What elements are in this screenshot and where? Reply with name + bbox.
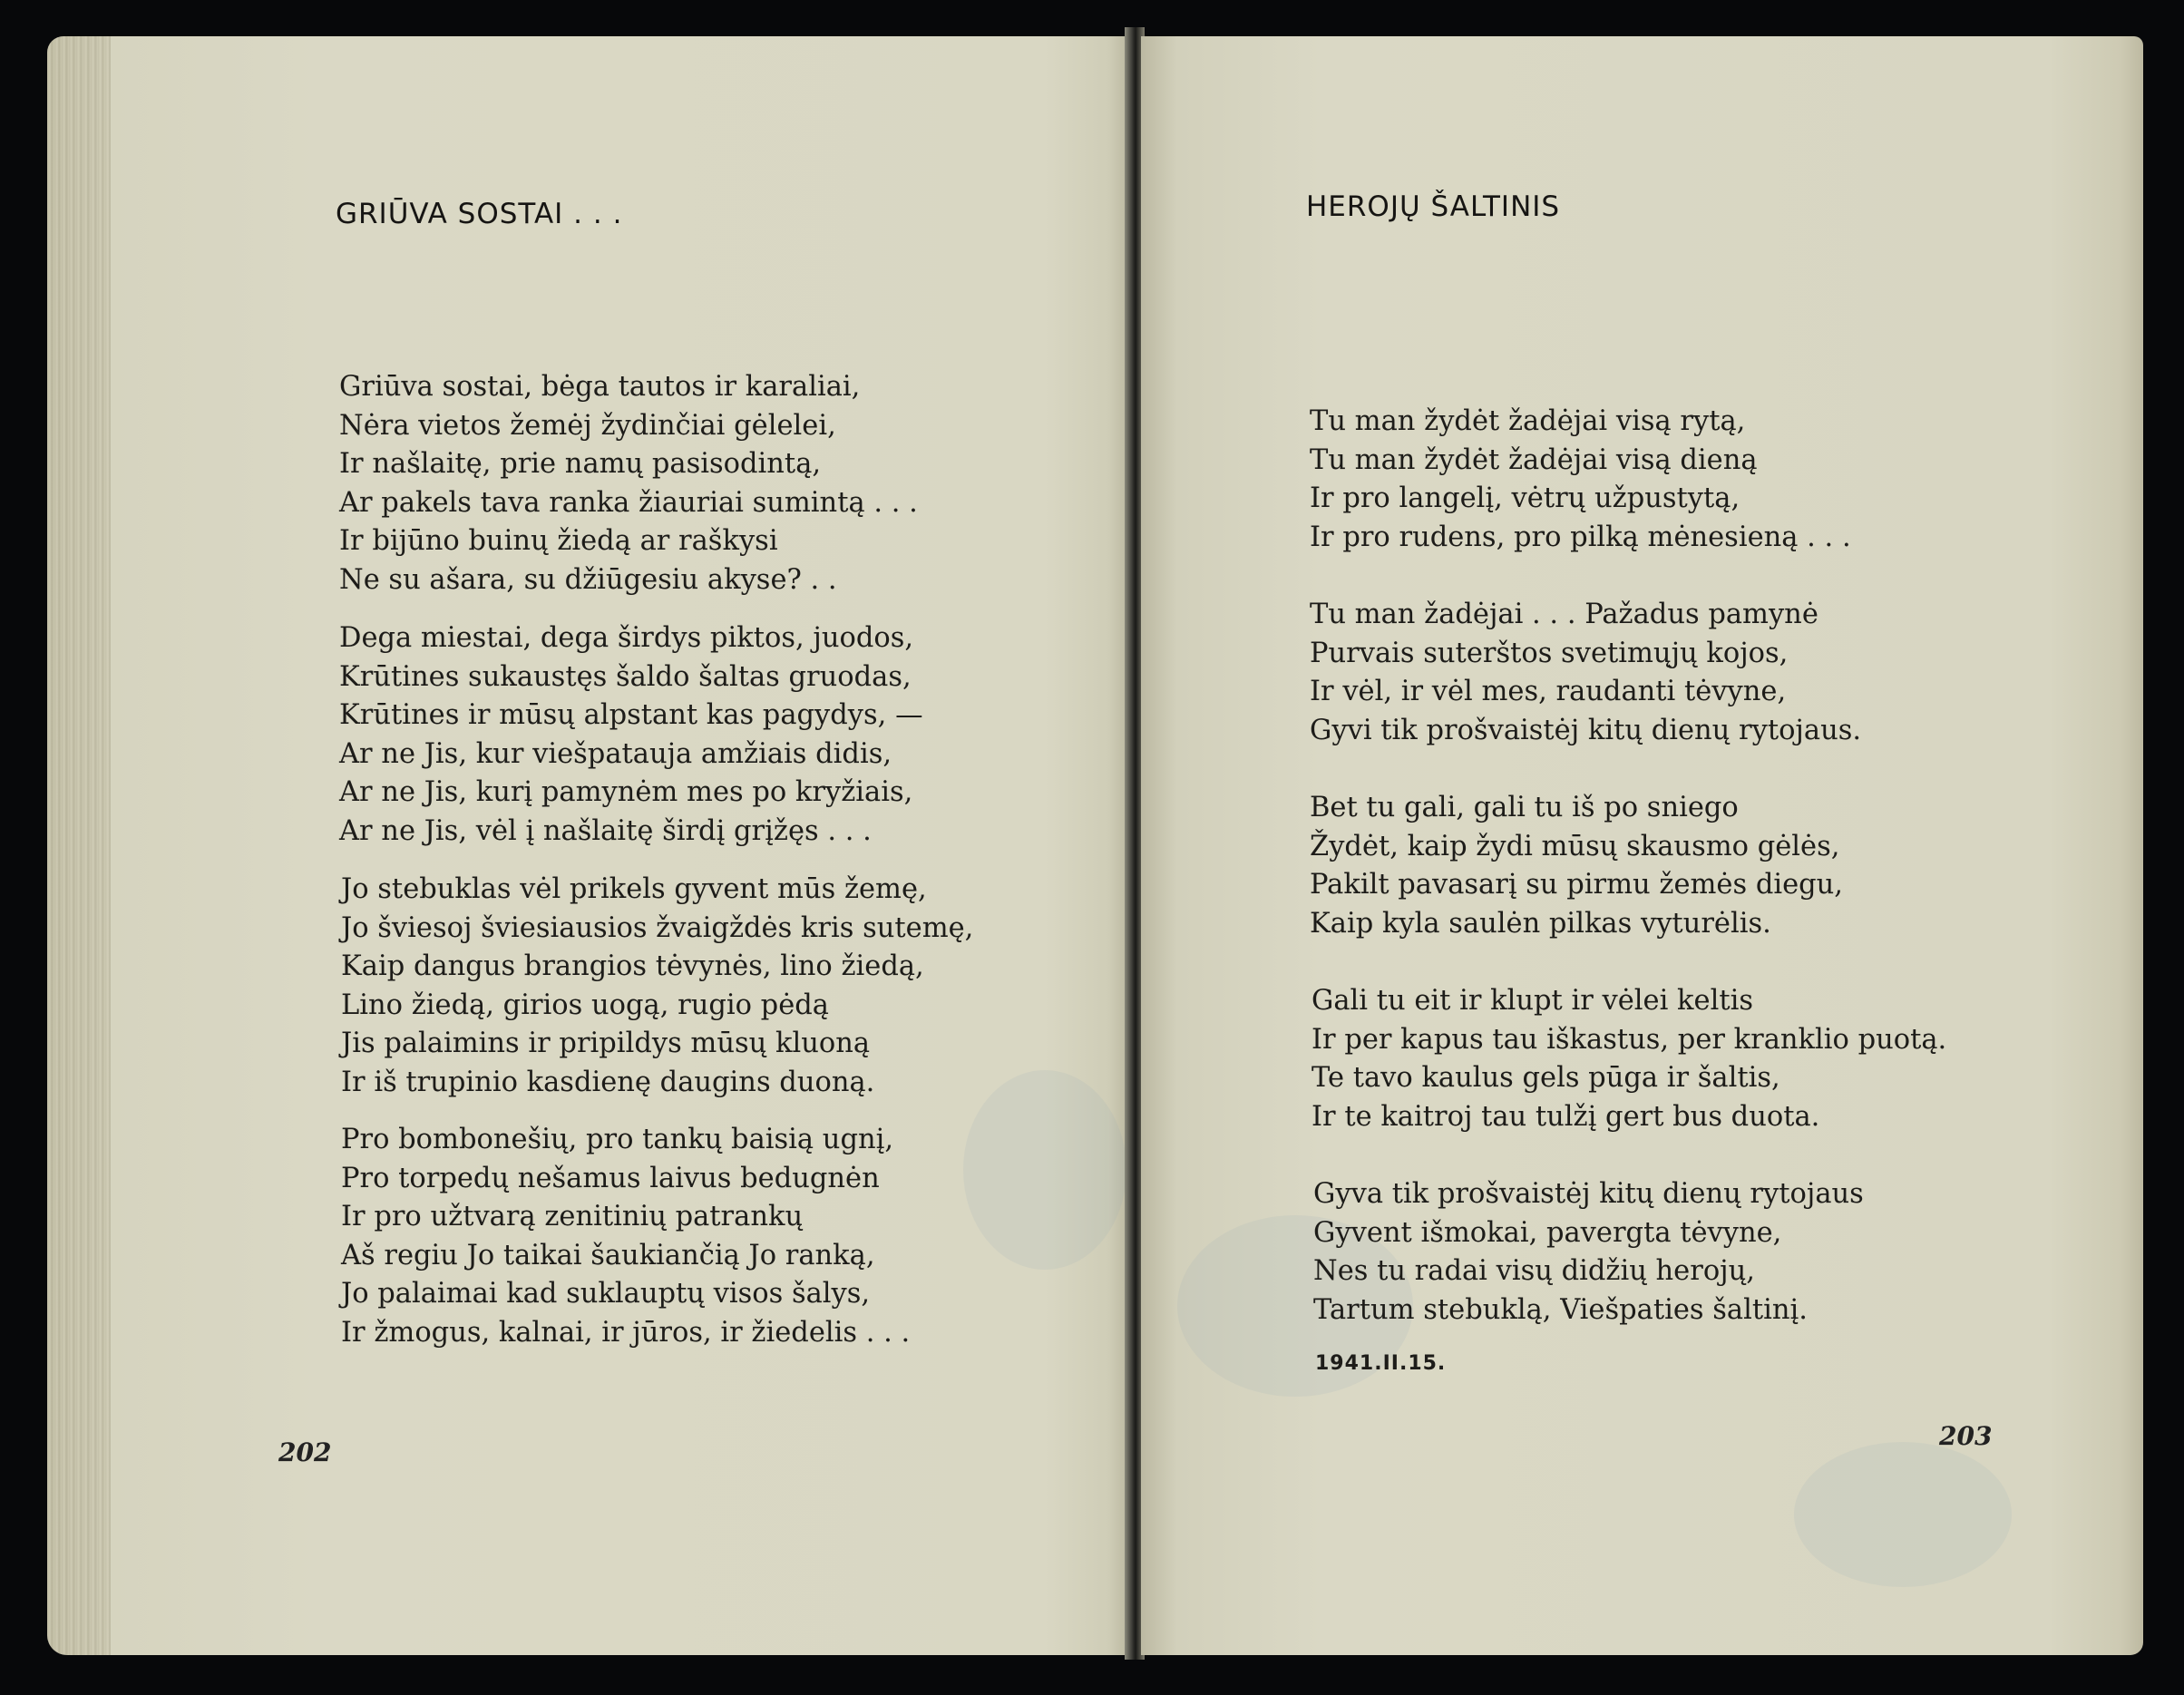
page-number-right: 203	[1939, 1421, 1993, 1451]
page-edge-left	[47, 36, 111, 1655]
poem-line: Te tavo kaulus gels pūga ir šaltis,	[1311, 1062, 1780, 1094]
poem-line: Aš regiu Jo taikai šaukiančią Jo ranką,	[341, 1239, 875, 1271]
poem-line: Gyva tik prošvaistėj kitų dienų rytojaus	[1313, 1178, 1864, 1210]
poem-line: Tu man žydėt žadėjai visą rytą,	[1310, 405, 1746, 437]
poem-line: Žydėt, kaip žydi mūsų skausmo gėlės,	[1310, 830, 1840, 862]
poem-line: Dega miestai, dega širdys piktos, juodos,	[339, 622, 914, 654]
poem-line: Krūtines sukaustęs šaldo šaltas gruodas,	[339, 660, 912, 693]
water-stain	[1794, 1442, 2012, 1587]
poem-line: Purvais suterštos svetimųjų kojos,	[1310, 637, 1789, 669]
poem-line: Bet tu gali, gali tu iš po sniego	[1310, 792, 1739, 823]
left-page	[47, 36, 1131, 1655]
poem-line: Jis palaimins ir pripildys mūsų kluoną	[341, 1028, 871, 1059]
poem-line: Kaip dangus brangios tėvynės, lino žiedą,	[341, 950, 924, 982]
poem-line: Ne su ašara, su džiūgesiu akyse? . .	[339, 563, 837, 596]
poem-line: Lino žiedą, girios uogą, rugio pėdą	[341, 989, 829, 1021]
right-page-title: HEROJŲ ŠALTINIS	[1306, 190, 1561, 223]
left-stanza-2	[339, 619, 923, 851]
right-stanza-3	[1310, 789, 1843, 943]
poem-line: Ir per kapus tau iškastus, per kranklio puotą.	[1311, 1023, 1947, 1056]
water-stain	[963, 1070, 1126, 1270]
right-stanza-5	[1313, 1175, 1864, 1330]
poem-line: Ir našlaitę, prie namų pasisodintą,	[339, 448, 822, 480]
right-stanza-1	[1310, 403, 1851, 557]
poem-line: Ar pakels tava ranka žiauriai sumintą . . .	[339, 486, 918, 519]
poem-line: Griūva sostai, bėga tautos ir karaliai,	[339, 371, 861, 403]
poem-line: Pro bombonešių, pro tankų baisią ugnį,	[341, 1124, 894, 1155]
poem-line: Ir te kaitroj tau tulžį gert bus duota.	[1311, 1100, 1820, 1133]
left-stanza-4	[341, 1121, 910, 1352]
poem-line: Pakilt pavasarį su pirmu žemės diegu,	[1310, 869, 1844, 901]
poem-line: Jo stebuklas vėl prikels gyvent mūs žemę,	[341, 873, 927, 905]
poem-line: Gyvent išmokai, pavergta tėvyne,	[1313, 1216, 1782, 1249]
poem-line: Ir pro langelį, vėtrų užpustytą,	[1310, 482, 1740, 514]
poem-line: Ir iš trupinio kasdienę daugins duoną.	[341, 1066, 875, 1098]
right-stanza-4	[1311, 982, 1946, 1136]
left-stanza-1	[339, 368, 918, 599]
poem-line: Ir vėl, ir vėl mes, raudanti tėvyne,	[1310, 676, 1787, 707]
poem-line: Pro torpedų nešamus laivus bedugnėn	[341, 1162, 880, 1194]
poem-line: Kaip kyla saulėn pilkas vyturėlis.	[1310, 907, 1771, 940]
poem-line: Tu man žadėjai . . . Pažadus pamynė	[1310, 599, 1818, 630]
poem-line: Nėra vietos žemėj žydinčiai gėlelei,	[339, 409, 836, 442]
poem-line: Ar ne Jis, kurį pamynėm mes po kryžiais,	[339, 776, 913, 808]
poem-line: Jo palaimai kad suklauptų visos šalys,	[341, 1278, 871, 1310]
page-number-left: 202	[278, 1437, 332, 1467]
left-stanza-3	[341, 871, 973, 1102]
poem-line: Krūtines ir mūsų alpstant kas pagydys, —	[339, 699, 923, 731]
poem-line: Gali tu eit ir klupt ir vėlei keltis	[1311, 985, 1754, 1017]
right-stanza-2	[1310, 596, 1861, 750]
poem-line: Ir žmogus, kalnai, ir jūros, ir žiedelis . . .	[341, 1316, 911, 1349]
poem-line: Jo šviesoj šviesiausios žvaigždės kris sutemę,	[341, 911, 974, 944]
poem-line: Nes tu radai visų didžių herojų,	[1313, 1255, 1755, 1287]
poem-line: Ir pro užtvarą zenitinių patrankų	[341, 1201, 804, 1232]
poem-line: Tartum stebuklą, Viešpaties šaltinį.	[1313, 1293, 1808, 1326]
poem-line: Tu man žydėt žadėjai visą dieną	[1310, 443, 1758, 476]
right-page	[1141, 36, 2143, 1655]
poem-line: Ir pro rudens, pro pilką mėnesieną . . .	[1310, 521, 1851, 553]
poem-line: Ir bijūno buinų žiedą ar raškysi	[339, 525, 778, 557]
poem-date: 1941.II.15.	[1315, 1352, 1447, 1375]
poem-line: Gyvi tik prošvaistėj kitų dienų rytojaus.	[1310, 714, 1862, 746]
poem-line: Ar ne Jis, vėl į našlaitę širdį grįžęs . . .	[339, 814, 872, 847]
poem-line: Ar ne Jis, kur viešpatauja amžiais didis,	[339, 737, 892, 770]
left-page-title: GRIŪVA SOSTAI . . .	[336, 198, 623, 230]
